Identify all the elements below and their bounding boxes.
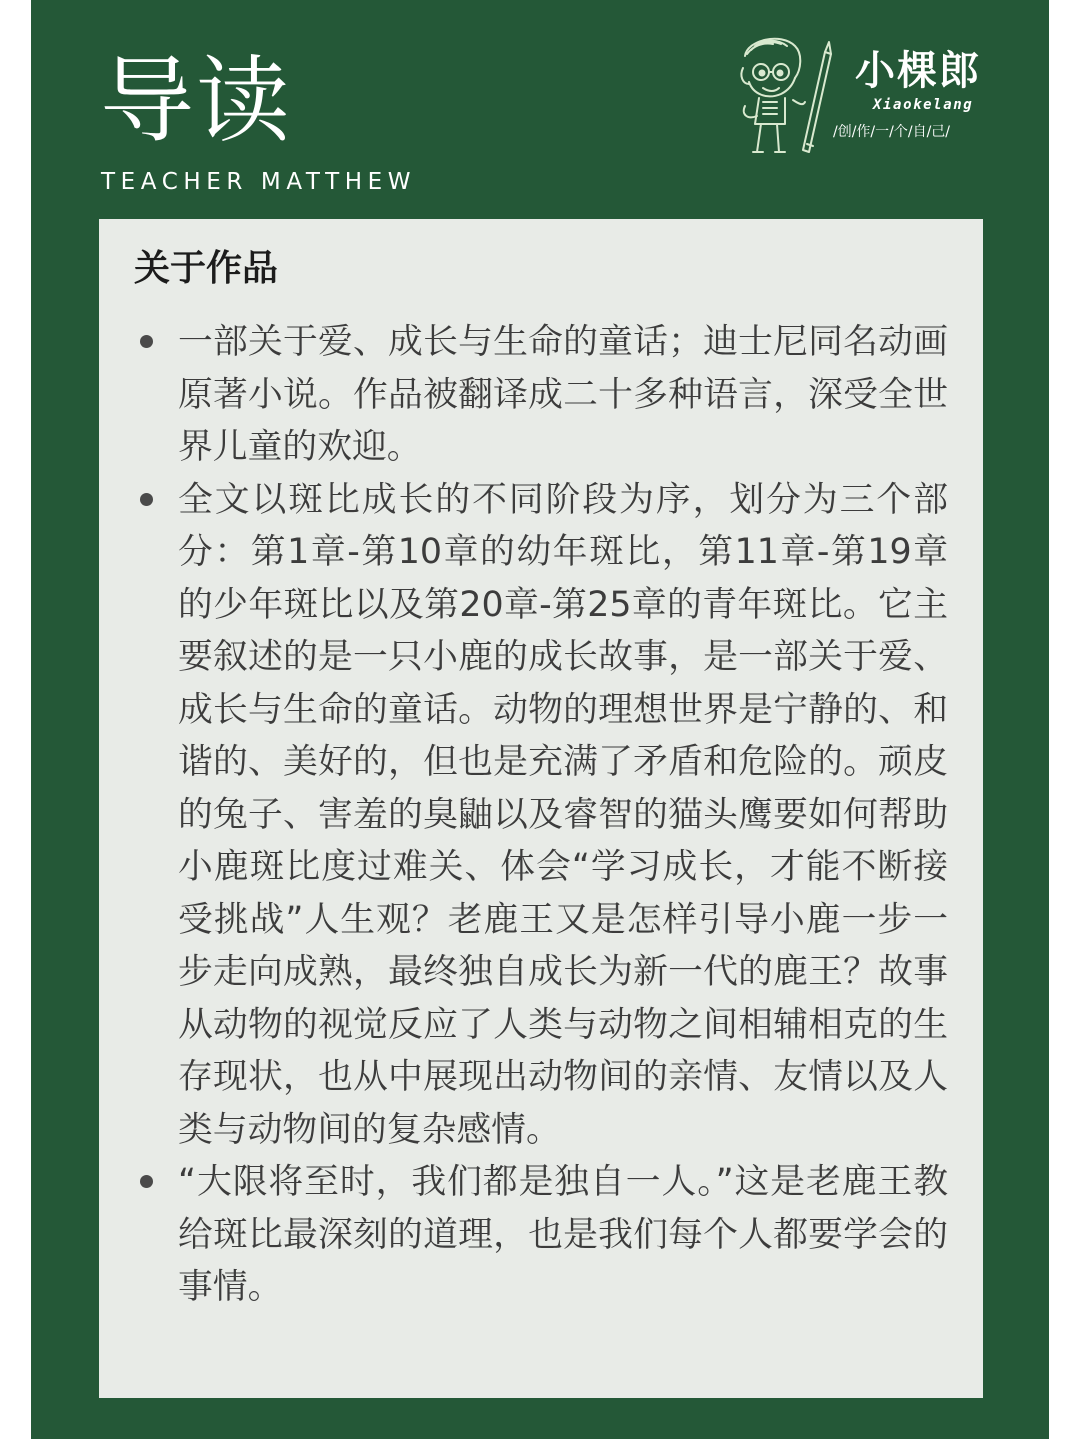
bullet-item xyxy=(178,474,948,1157)
bullet-dot-icon xyxy=(140,493,153,506)
bullet-dot-icon xyxy=(140,1175,153,1188)
bullet-item xyxy=(178,316,948,474)
brand-name: 小棵郎 xyxy=(855,48,981,94)
section-heading: 关于作品 xyxy=(134,248,279,289)
bullet-item xyxy=(178,1156,948,1314)
brand-logo xyxy=(733,32,1033,156)
boy-with-pencil-icon xyxy=(733,32,833,156)
bullet-text: 一部关于爱、成长与生命的童话；迪士尼同名动画原著小说。作品被翻译成二十多种语言，深受全世界儿童的欢迎。 xyxy=(178,322,948,467)
content-card xyxy=(99,219,983,1398)
bullet-list xyxy=(99,316,983,1314)
bullet-dot-icon xyxy=(140,335,153,348)
brand-slogan: /创/作/一/个/自/己/ xyxy=(833,124,951,140)
bullet-text: 全文以斑比成长的不同阶段为序，划分为三个部分：第1章-第10章的幼年斑比，第11章-第19章的少年斑比以及第20章-第25章的青年斑比。它主要叙述的是一只小鹿的成长故事，是一部关于爱、成长与生命的童话。动物的理想世界是宁静的、和谐的、美好的，但也是充满了矛盾和危险的。顽皮的兔子、害羞的臭鼬以及睿智的猫头鹰要如何帮助小鹿斑比度过难关、体会“学习成长，才能不断接受挑战”人生观？老鹿王又是怎样引导小鹿一步一步走向成熟，最终独自成长为新一代的鹿王？故事从动物的视觉反应了人类与动物之间相辅相克的生存现状，也从中展现出动物间的亲情、友情以及人类与动物间的复杂感情。 xyxy=(178,479,948,1150)
page-title: 导读 xyxy=(100,47,293,156)
brand-pinyin: Xiaokelang xyxy=(873,97,974,113)
bullet-text: “大限将至时，我们都是独自一人。”这是老鹿王教给斑比最深刻的道理，也是我们每个人都要学会的事情。 xyxy=(178,1162,948,1307)
author-subtitle: TEACHER MATTHEW xyxy=(101,169,417,195)
